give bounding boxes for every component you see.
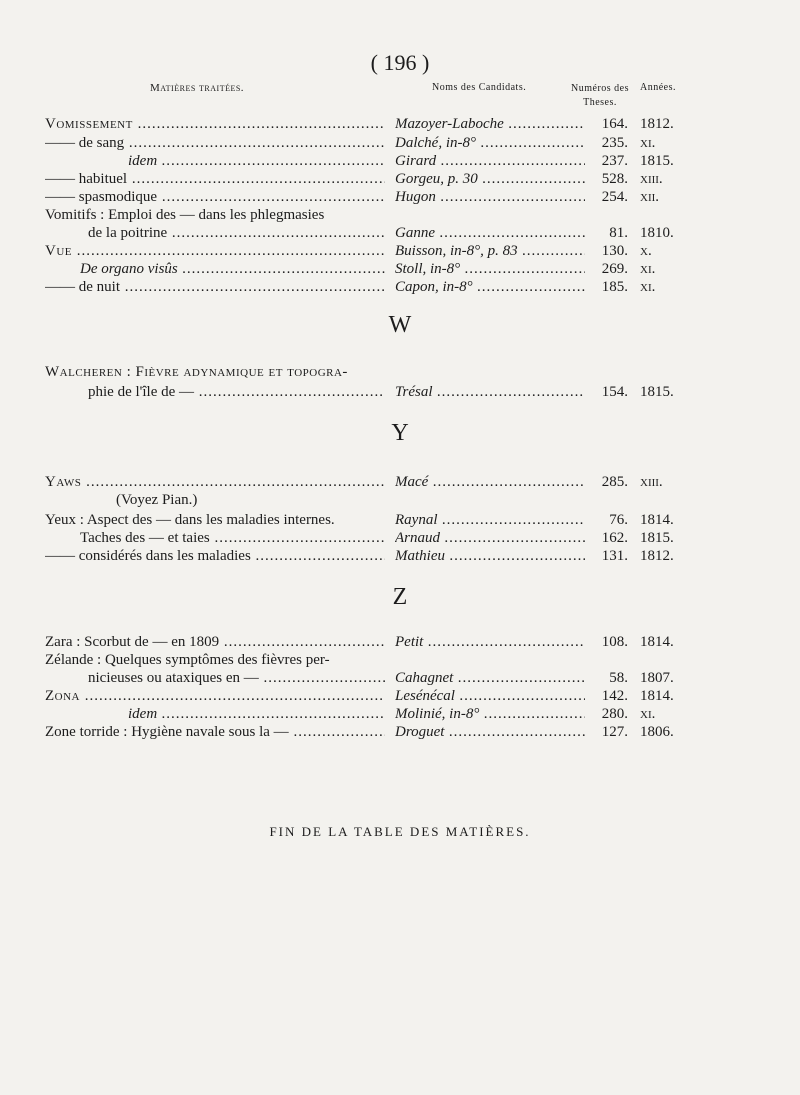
entry-number: 162. — [601, 530, 628, 546]
entry-year: 1814. — [640, 634, 674, 650]
entry-candidate: Gorgeu, p. 30 ..... — [395, 169, 585, 189]
entry-subject: idem ..... — [128, 151, 385, 171]
index-row — [0, 722, 800, 742]
index-row — [0, 277, 800, 297]
entry-number: 131. — [601, 548, 628, 564]
entry-subject: de la poitrine ..... — [88, 223, 385, 243]
entry-candidate: Girard ..... — [395, 151, 585, 171]
header-numeros: Numéros des Theses. — [571, 83, 629, 108]
entry-subject: Yeux : Aspect des — dans les maladies internes. — [45, 512, 335, 528]
entry-candidate: Cahagnet ..... — [395, 668, 585, 688]
index-row — [0, 528, 800, 548]
entry-subject: —— de nuit ..... — [45, 277, 385, 297]
section-letter-y: Y — [391, 420, 409, 446]
entry-subject: Vomissement ..... — [45, 114, 385, 134]
entry-candidate: Droguet ..... — [395, 722, 585, 742]
entry-number: 528. — [601, 171, 628, 187]
entry-subject: phie de l'île de — ..... — [88, 382, 385, 402]
entry-subject: Taches des — et taies ..... — [80, 528, 385, 548]
entry-candidate: Mazoyer-Laboche ..... — [395, 114, 585, 134]
entry-candidate: Dalché, in-8° ..... — [395, 133, 585, 153]
entry-subject: —— considérés dans les maladies ..... — [45, 546, 385, 566]
section-letter-z: Z — [392, 584, 408, 610]
entry-candidate: Mathieu ..... — [395, 546, 585, 566]
entry-subject: De organo visûs ..... — [80, 259, 385, 279]
entry-year: 1815. — [640, 530, 674, 546]
index-row — [0, 490, 800, 510]
entry-year: 1806. — [640, 724, 674, 740]
index-row — [0, 205, 800, 225]
index-row — [0, 472, 800, 492]
index-row — [0, 187, 800, 207]
entry-candidate: Hugon ..... — [395, 187, 585, 207]
entry-year: 1814. — [640, 688, 674, 704]
entry-year: 1810. — [640, 225, 674, 241]
end-of-table-text: FIN DE LA TABLE DES MATIÈRES. — [269, 824, 531, 839]
entry-candidate: Petit ..... — [395, 632, 585, 652]
entry-number: 81. — [609, 225, 628, 241]
entry-subject: idem ..... — [128, 704, 385, 724]
entry-number: 58. — [609, 670, 628, 686]
index-row — [0, 546, 800, 566]
header-noms: Noms des Candidats. — [432, 82, 527, 93]
entry-subject: (Voyez Pian.) — [116, 492, 198, 508]
entry-number: 235. — [601, 135, 628, 151]
entry-candidate: Macé ..... — [395, 472, 585, 492]
entry-number: 285. — [601, 474, 628, 490]
entry-year: 1812. — [640, 116, 674, 132]
index-row — [0, 223, 800, 243]
entry-year: xi. — [640, 706, 656, 722]
entry-subject: Yaws ..... — [45, 472, 385, 492]
index-row — [0, 382, 800, 402]
index-row — [0, 668, 800, 688]
header-annees: Années. — [640, 82, 676, 93]
entry-candidate: Buisson, in-8°, p. 83 ..... — [395, 241, 585, 261]
entry-candidate: Lesénécal ..... — [395, 686, 585, 706]
entry-year: xi. — [640, 135, 656, 151]
header-matieres: Matières traitées. — [150, 82, 245, 94]
entry-subject: Zélande : Quelques symptômes des fièvres per- — [45, 652, 330, 668]
entry-candidate: Capon, in-8° ..... — [395, 277, 585, 297]
index-row — [0, 510, 800, 530]
entry-number: 76. — [609, 512, 628, 528]
entry-year: xiii. — [640, 474, 663, 490]
entry-year: 1815. — [640, 384, 674, 400]
index-row — [0, 259, 800, 279]
entry-year: x. — [640, 243, 652, 259]
index-row — [0, 169, 800, 189]
entry-candidate: Trésal ..... — [395, 382, 585, 402]
entry-number: 127. — [601, 724, 628, 740]
index-row — [0, 632, 800, 652]
page-number: ( 196 ) — [370, 50, 430, 75]
index-row — [0, 133, 800, 153]
index-row — [0, 650, 800, 670]
entry-subject: Zone torride : Hygiène navale sous la — ..... — [45, 722, 385, 742]
entry-number: 254. — [601, 189, 628, 205]
entry-subject: —— spasmodique ..... — [45, 187, 385, 207]
entry-year: xii. — [640, 189, 660, 205]
index-row — [0, 704, 800, 724]
entry-number: 108. — [601, 634, 628, 650]
entry-subject: Vue ..... — [45, 241, 385, 261]
index-row — [0, 241, 800, 261]
entry-year: xiii. — [640, 171, 663, 187]
entry-candidate: Stoll, in-8° ..... — [395, 259, 585, 279]
entry-candidate: Molinié, in-8° ..... — [395, 704, 585, 724]
entry-number: 185. — [601, 279, 628, 295]
entry-subject: Walcheren : Fièvre adynamique et topogra- — [45, 364, 348, 380]
entry-number: 154. — [601, 384, 628, 400]
entry-year: xi. — [640, 261, 656, 277]
index-row — [0, 151, 800, 171]
index-row — [0, 362, 800, 382]
entry-candidate: Ganne ..... — [395, 223, 585, 243]
entry-year: 1807. — [640, 670, 674, 686]
entry-number: 237. — [601, 153, 628, 169]
entry-year: 1812. — [640, 548, 674, 564]
entry-year: 1814. — [640, 512, 674, 528]
entry-number: 269. — [601, 261, 628, 277]
entry-number: 164. — [601, 116, 628, 132]
entry-subject: —— de sang ..... — [45, 133, 385, 153]
entry-subject: nicieuses ou ataxiques en — ..... — [88, 668, 385, 688]
entry-candidate: Arnaud ..... — [395, 528, 585, 548]
index-row — [0, 114, 800, 134]
entry-subject: —— habituel ..... — [45, 169, 385, 189]
entry-number: 142. — [601, 688, 628, 704]
entry-candidate: Raynal ..... — [395, 510, 585, 530]
entry-year: 1815. — [640, 153, 674, 169]
entry-subject: Zona ..... — [45, 686, 385, 706]
section-letter-w: W — [388, 312, 412, 338]
entry-subject: Zara : Scorbut de — en 1809 ..... — [45, 632, 385, 652]
entry-number: 280. — [601, 706, 628, 722]
entry-number: 130. — [601, 243, 628, 259]
entry-subject: Vomitifs : Emploi des — dans les phlegmasies — [45, 207, 325, 223]
index-row — [0, 686, 800, 706]
entry-year: xi. — [640, 279, 656, 295]
